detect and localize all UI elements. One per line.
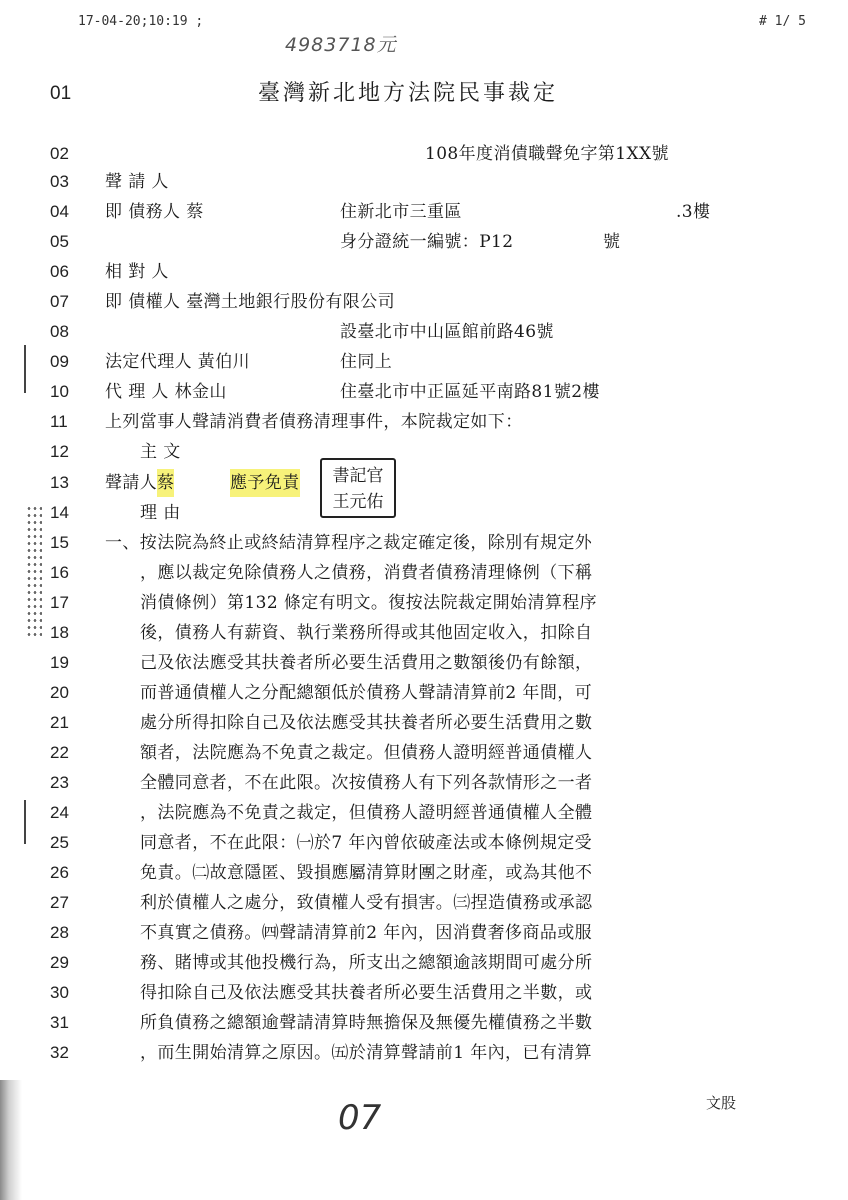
text-line [0, 348, 848, 376]
line-text: 處分所得扣除自己及依法應受其扶養者所必要生活費用之數 [140, 713, 593, 733]
fax-timestamp: 17-04-20;10:19 ; [78, 14, 204, 29]
line-number: 05 [50, 232, 69, 251]
line-text: 聲請人 [105, 473, 158, 493]
line-number: 11 [50, 412, 68, 431]
text-line [0, 859, 848, 887]
line-text: 臺灣新北地方法院民事裁定 [258, 81, 559, 106]
line-text: 己及依法應受其扶養者所必要生活費用之數額後仍有餘額， [140, 653, 593, 673]
text-line [0, 469, 848, 497]
text-line [0, 709, 848, 737]
line-text: 免責。㈡故意隱匿、毀損應屬清算財團之財產，或為其他不 [140, 863, 593, 883]
text-line [0, 529, 848, 557]
line-text: 而普通債權人之分配總額低於債務人聲請清算前2 年間，可 [140, 683, 593, 703]
line-number: 04 [50, 202, 69, 221]
line-number: 26 [50, 863, 69, 882]
line-text: 設臺北市中山區館前路46號 [340, 322, 554, 342]
line-text: 即 債權人 臺灣土地銀行股份有限公司 [105, 292, 396, 312]
text-line [0, 1009, 848, 1037]
page-number: 07 [338, 1098, 382, 1138]
line-text: 代 理 人 林金山 [105, 382, 227, 402]
line-text: 住臺北市中正區延平南路81號2樓 [340, 382, 600, 402]
line-text: 消債條例）第132 條定有明文。復按法院裁定開始清算程序 [140, 593, 598, 613]
line-text: 應予免責 [230, 469, 300, 497]
margin-mark [24, 345, 26, 393]
text-line [0, 739, 848, 767]
line-number: 06 [50, 262, 69, 281]
text-line [0, 1039, 848, 1067]
text-line [0, 829, 848, 857]
line-number: 31 [50, 1013, 69, 1032]
line-text: 務、賭博或其他投機行為，所支出之總額逾該期間可處分所 [140, 953, 593, 973]
text-line [0, 619, 848, 647]
line-number: 15 [50, 533, 69, 552]
text-line [0, 288, 848, 316]
line-number: 21 [50, 713, 69, 732]
text-line [0, 198, 848, 226]
fax-page-counter: # 1/ 5 [759, 14, 806, 29]
text-line [0, 649, 848, 677]
line-number: 03 [50, 172, 69, 191]
line-text: 相 對 人 [105, 262, 169, 282]
line-number: 07 [50, 292, 69, 311]
line-number: 10 [50, 382, 69, 401]
line-text: 額者，法院應為不免責之裁定。但債務人證明經普通債權人 [140, 743, 593, 763]
stamp-title: 書記官 [332, 466, 384, 486]
text-line [0, 378, 848, 406]
text-line [0, 258, 848, 286]
line-number: 18 [50, 623, 69, 642]
line-text: 身分證統一編號：P12 [340, 232, 514, 252]
text-line [0, 80, 848, 108]
line-text: ，法院應為不免責之裁定，但債務人證明經普通債權人全體 [140, 803, 593, 823]
stamp-name: 王元佑 [332, 492, 384, 512]
line-number: 19 [50, 653, 69, 672]
line-number: 20 [50, 683, 69, 702]
text-line [0, 228, 848, 256]
line-number: 28 [50, 923, 69, 942]
line-number: 30 [50, 983, 69, 1002]
line-text: 全體同意者，不在此限。次按債務人有下列各款情形之一者 [140, 773, 593, 793]
line-text: 一、按法院為終止或終結清算程序之裁定確定後，除別有規定外 [105, 533, 593, 553]
text-line [0, 889, 848, 917]
line-number: 16 [50, 563, 69, 582]
line-number: 25 [50, 833, 69, 852]
line-number: 13 [50, 473, 69, 492]
line-text: 法定代理人 黃伯川 [105, 352, 251, 372]
footer-division: 文股 [706, 1094, 737, 1112]
text-line [0, 168, 848, 196]
line-text: 所負債務之總額逾聲請清算時無擔保及無優先權債務之半數 [140, 1013, 593, 1033]
margin-mark [24, 800, 26, 844]
text-line [0, 318, 848, 346]
line-text: 108年度消債職聲免字第1XX號 [425, 144, 669, 164]
handwritten-amount-note: 4983718元 [285, 34, 397, 56]
line-number: 27 [50, 893, 69, 912]
line-text: .3樓 [676, 202, 711, 222]
text-line [0, 949, 848, 977]
line-text: 理 由 [140, 503, 181, 523]
line-text: 後，債務人有薪資、執行業務所得或其他固定收入，扣除自 [140, 623, 593, 643]
text-line [0, 438, 848, 466]
scan-shadow [0, 1080, 22, 1200]
line-number: 24 [50, 803, 69, 822]
line-text: ，應以裁定免除債務人之債務，消費者債務清理條例（下稱 [140, 563, 593, 583]
line-text: 利於債權人之處分，致債權人受有損害。㈢捏造債務或承認 [140, 893, 593, 913]
text-line [0, 140, 848, 168]
text-line [0, 589, 848, 617]
line-number: 08 [50, 322, 69, 341]
line-text: 住同上 [340, 352, 393, 372]
line-text: 同意者，不在此限：㈠於7 年內曾依破產法或本條例規定受 [140, 833, 593, 853]
line-text: 聲 請 人 [105, 172, 169, 192]
line-text: 主 文 [140, 442, 181, 462]
line-text: 不真實之債務。㈣聲請清算前2 年內，因消費奢侈商品或服 [140, 923, 593, 943]
text-line [0, 499, 848, 527]
line-number: 17 [50, 593, 69, 612]
line-number: 02 [50, 144, 69, 163]
line-text: ，而生開始清算之原因。㈤於清算聲請前1 年內，已有清算 [140, 1043, 593, 1063]
text-line [0, 919, 848, 947]
line-text: 住新北市三重區 [340, 202, 462, 222]
line-number: 14 [50, 503, 69, 522]
text-line [0, 408, 848, 436]
text-line [0, 559, 848, 587]
clerk-stamp [320, 458, 396, 518]
line-number: 29 [50, 953, 69, 972]
text-line [0, 769, 848, 797]
line-text: 即 債務人 蔡 [105, 202, 204, 222]
line-number: 22 [50, 743, 69, 762]
text-line [0, 799, 848, 827]
text-line [0, 979, 848, 1007]
line-number: 09 [50, 352, 69, 371]
line-text: 號 [603, 232, 621, 252]
binding-holes [26, 505, 42, 640]
line-text: 上列當事人聲請消費者債務清理事件，本院裁定如下： [105, 412, 523, 432]
text-line [0, 679, 848, 707]
line-number: 01 [50, 83, 72, 104]
line-number: 32 [50, 1043, 69, 1062]
line-number: 23 [50, 773, 69, 792]
line-text: 蔡 [157, 469, 174, 497]
line-number: 12 [50, 442, 69, 461]
line-text: 得扣除自己及依法應受其扶養者所必要生活費用之半數，或 [140, 983, 593, 1003]
